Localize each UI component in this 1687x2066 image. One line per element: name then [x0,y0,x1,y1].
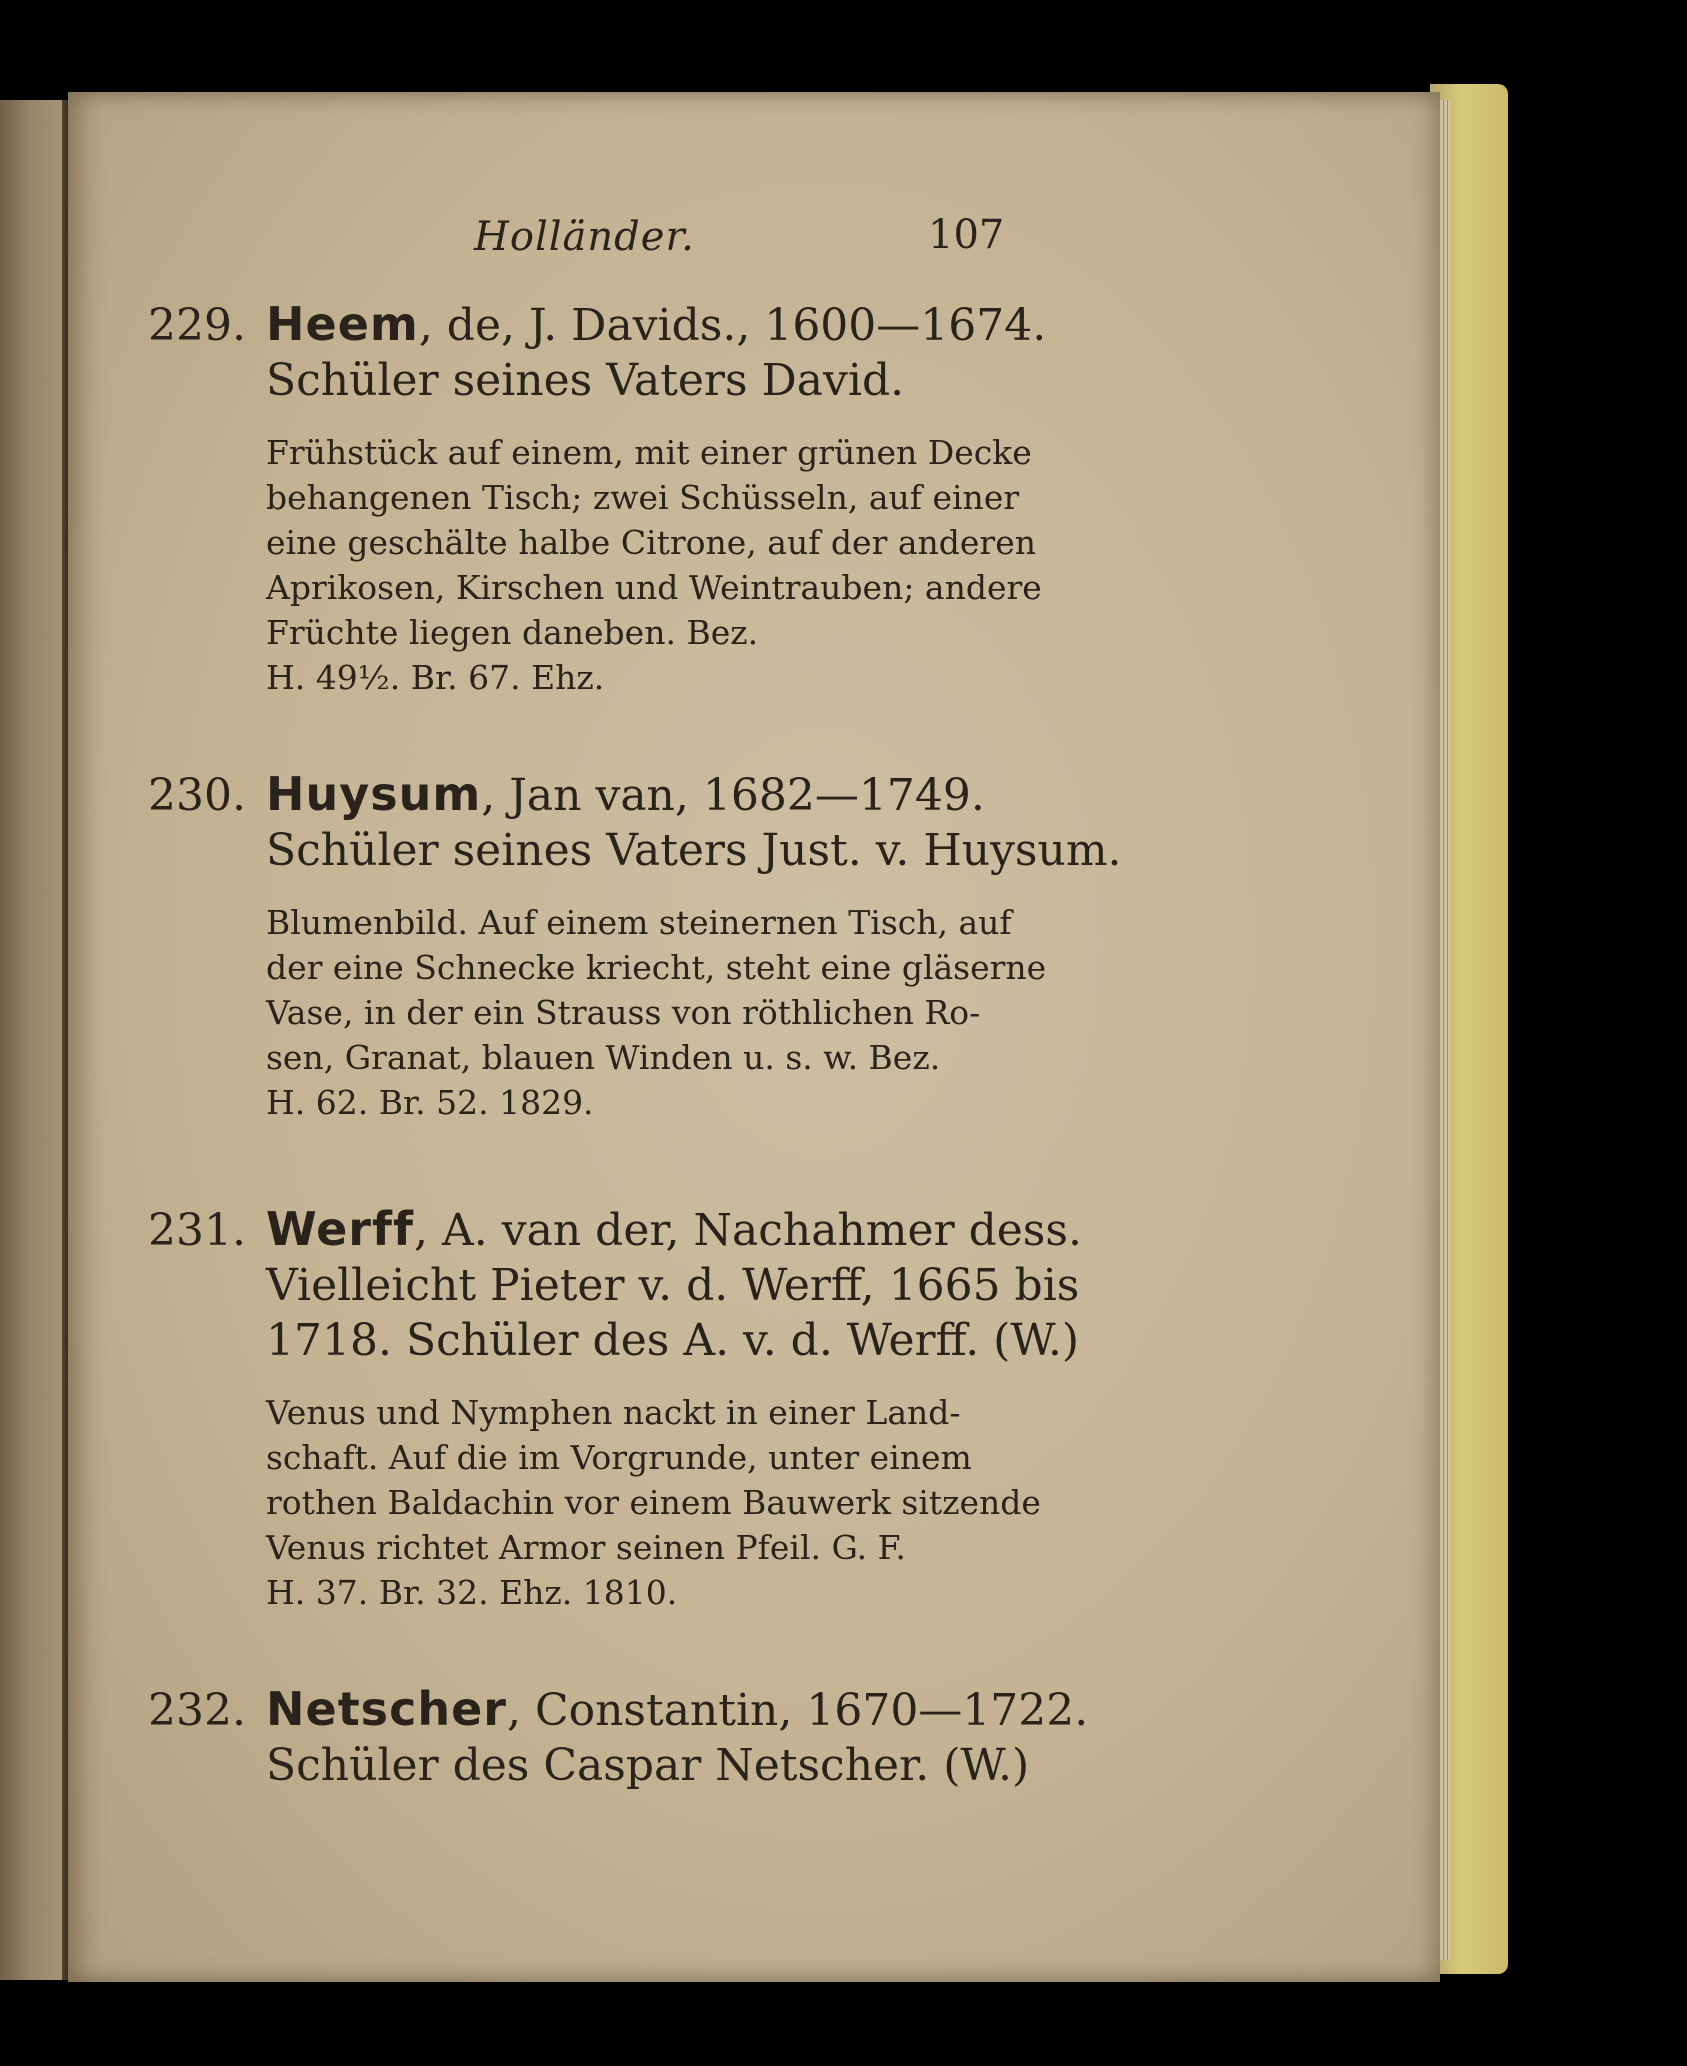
subheading-line: Schüler des Caspar Netscher. (W.) [266,1740,1030,1791]
entry-heading [148,1202,1088,1258]
description-line: Frühstück auf einem, mit einer grünen Decke [266,433,1032,472]
description-line: Blumenbild. Auf einem steinernen Tisch, auf [266,903,1012,942]
description-line: rothen Baldachin vor einem Bauwerk sitzende [266,1483,1041,1522]
previous-page-edge [0,100,68,1980]
catalog-entry [148,297,1088,700]
entry-heading [148,767,1088,823]
artist-details: , de, J. Davids., 1600—1674. [418,300,1047,351]
measurements-line: H. 37. Br. 32. Ehz. 1810. [266,1573,678,1612]
measurements-line: H. 49½. Br. 67. Ehz. [266,658,605,697]
entry-description [148,430,1042,700]
entry-heading [148,297,1088,353]
subheading-line: Schüler seines Vaters Just. v. Huysum. [266,825,1122,876]
description-line: Aprikosen, Kirschen und Weintrauben; andere [266,568,1042,607]
description-line: Vase, in der ein Strauss von röthlichen Ro- [266,993,981,1032]
artist-details: , Constantin, 1670—1722. [506,1685,1089,1736]
entry-subheading [148,1258,1088,1368]
description-line: Früchte liegen daneben. Bez. [266,613,759,652]
entry-number: 229. [148,300,246,351]
catalog-entry [148,1682,1088,1793]
running-header-title: Holländer. [474,214,695,260]
entry-number: 231. [148,1205,246,1256]
subheading-line: Schüler seines Vaters David. [266,355,905,406]
measurements-line: H. 62. Br. 52. 1829. [266,1083,594,1122]
artist-name: Netscher [266,1682,507,1736]
page-content [68,92,1440,1982]
book-page [68,92,1440,1982]
entry-description [148,1390,1041,1615]
subheading-line: 1718. Schüler des A. v. d. Werff. (W.) [266,1315,1080,1366]
description-line: sen, Granat, blauen Winden u. s. w. Bez. [266,1038,941,1077]
entry-subheading [148,1738,1088,1793]
entry-subheading [148,353,1088,408]
subheading-line: Vielleicht Pieter v. d. Werff, 1665 bis [266,1260,1080,1311]
artist-name: Huysum [266,767,482,821]
entry-number: 230. [148,770,246,821]
description-line: eine geschälte halbe Citrone, auf der anderen [266,523,1036,562]
entry-number: 232. [148,1685,246,1736]
catalog-entry [148,1202,1088,1615]
description-line: Venus richtet Armor seinen Pfeil. G. F. [266,1528,906,1567]
artist-name: Heem [266,297,419,351]
page-number: 107 [928,212,1005,258]
entry-description [148,900,1047,1125]
entry-subheading [148,823,1122,878]
artist-details: , Jan van, 1682—1749. [481,770,985,821]
description-line: der eine Schnecke kriecht, steht eine gläserne [266,948,1047,987]
description-line: behangenen Tisch; zwei Schüsseln, auf einer [266,478,1020,517]
entry-heading [148,1682,1088,1738]
catalog-entry [148,767,1122,1125]
description-line: schaft. Auf die im Vorgrunde, unter einem [266,1438,972,1477]
artist-details: , A. van der, Nachahmer dess. [414,1205,1082,1256]
description-line: Venus und Nymphen nackt in einer Land- [266,1393,961,1432]
artist-name: Werff [266,1202,415,1256]
